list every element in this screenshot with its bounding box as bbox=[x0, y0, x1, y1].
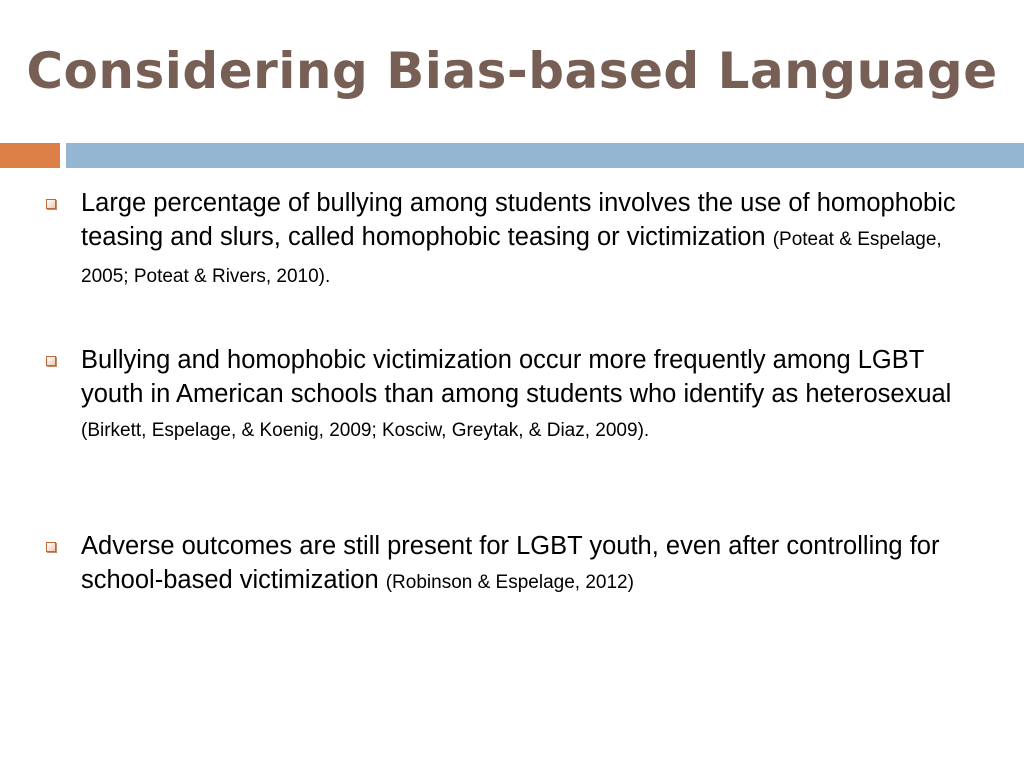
accent-bar-blue bbox=[66, 143, 1024, 168]
square-bullet-icon bbox=[46, 356, 56, 366]
square-bullet-icon bbox=[46, 542, 56, 552]
bullet-item bbox=[81, 343, 981, 448]
bullet-citation: (Poteat & Espelage, 2005; Poteat & Rivers, 2010). bbox=[81, 229, 942, 287]
bullet-item bbox=[81, 186, 981, 294]
bullet-text: Bullying and homophobic victimization occur more frequently among LGBT youth in American schools than among students who identify as heterosexual bbox=[81, 346, 952, 408]
bullet-citation: (Birkett, Espelage, & Koenig, 2009; Kosciw, Greytak, & Diaz, 2009). bbox=[81, 420, 650, 441]
bullet-text: Adverse outcomes are still present for LGBT youth, even after controlling for school-based victimization bbox=[81, 532, 940, 594]
bullet-citation: (Robinson & Espelage, 2012) bbox=[385, 572, 634, 593]
square-bullet-icon bbox=[46, 199, 56, 209]
bullet-item bbox=[81, 529, 981, 600]
slide-title: Considering Bias-based Language bbox=[26, 42, 998, 100]
accent-bar-orange bbox=[0, 143, 60, 168]
bullet-text: Large percentage of bullying among students involves the use of homophobic teasing and slurs, called homophobic teasing or victimization bbox=[81, 189, 956, 251]
